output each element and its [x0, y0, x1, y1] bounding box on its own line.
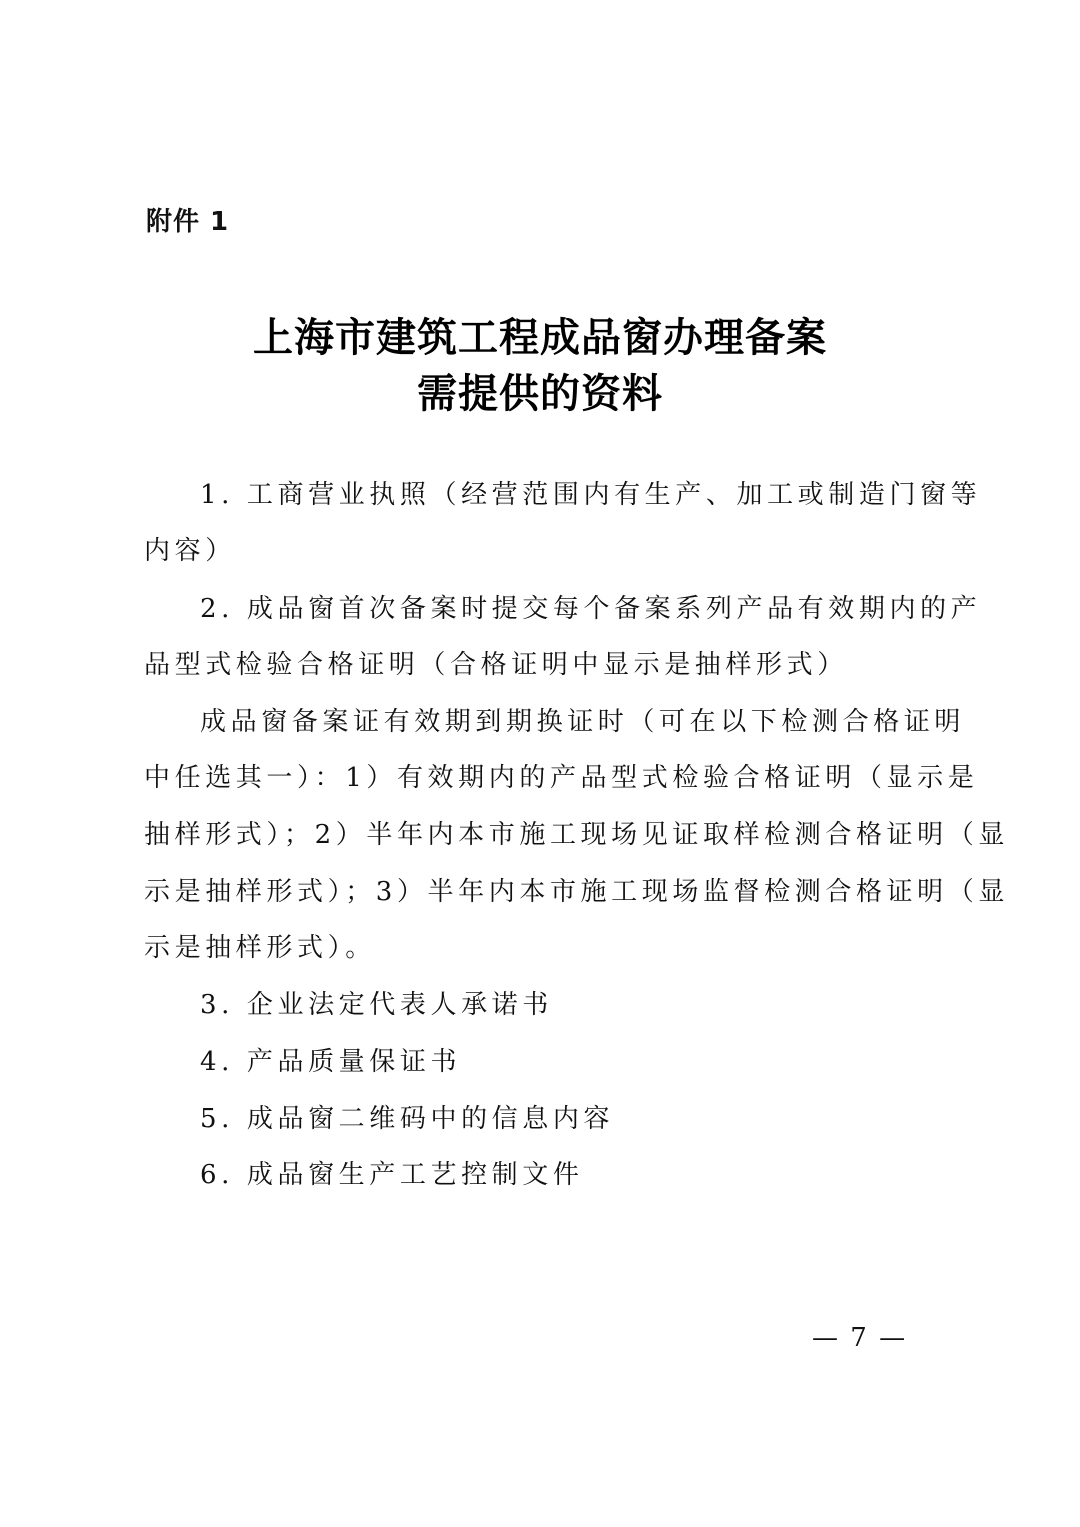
item-4: 4. 产品质量保证书 [200, 1047, 462, 1077]
item-2-note-line-5: 示是抽样形式）。 [144, 933, 376, 963]
attachment-label: 附件 1 [146, 207, 230, 237]
item-5: 5. 成品窗二维码中的信息内容 [200, 1104, 615, 1134]
item-3: 3. 企业法定代表人承诺书 [200, 990, 553, 1020]
item-2-note-line-1: 成品窗备案证有效期到期换证时（可在以下检测合格证明 [200, 707, 966, 737]
item-1-line-2: 内容） [144, 536, 236, 566]
item-2-line-1: 2. 成品窗首次备案时提交每个备案系列产品有效期内的产 [200, 594, 982, 624]
document-title-line-1: 上海市建筑工程成品窗办理备案 [253, 314, 827, 361]
item-1-line-1: 1. 工商营业执照（经营范围内有生产、加工或制造门窗等 [200, 480, 982, 510]
page-number: — 7 — [812, 1323, 908, 1353]
item-2-note-line-3: 抽样形式）；2）半年内本市施工现场见证取样检测合格证明（显 [144, 820, 1009, 850]
document-title-line-2: 需提供的资料 [417, 370, 663, 417]
item-2-note-line-2: 中任选其一）：1）有效期内的产品型式检验合格证明（显示是 [144, 763, 979, 793]
item-6: 6. 成品窗生产工艺控制文件 [200, 1160, 584, 1190]
item-2-note-line-4: 示是抽样形式）；3）半年内本市施工现场监督检测合格证明（显 [144, 877, 1009, 907]
item-2-line-2: 品型式检验合格证明（合格证明中显示是抽样形式） [144, 650, 848, 680]
